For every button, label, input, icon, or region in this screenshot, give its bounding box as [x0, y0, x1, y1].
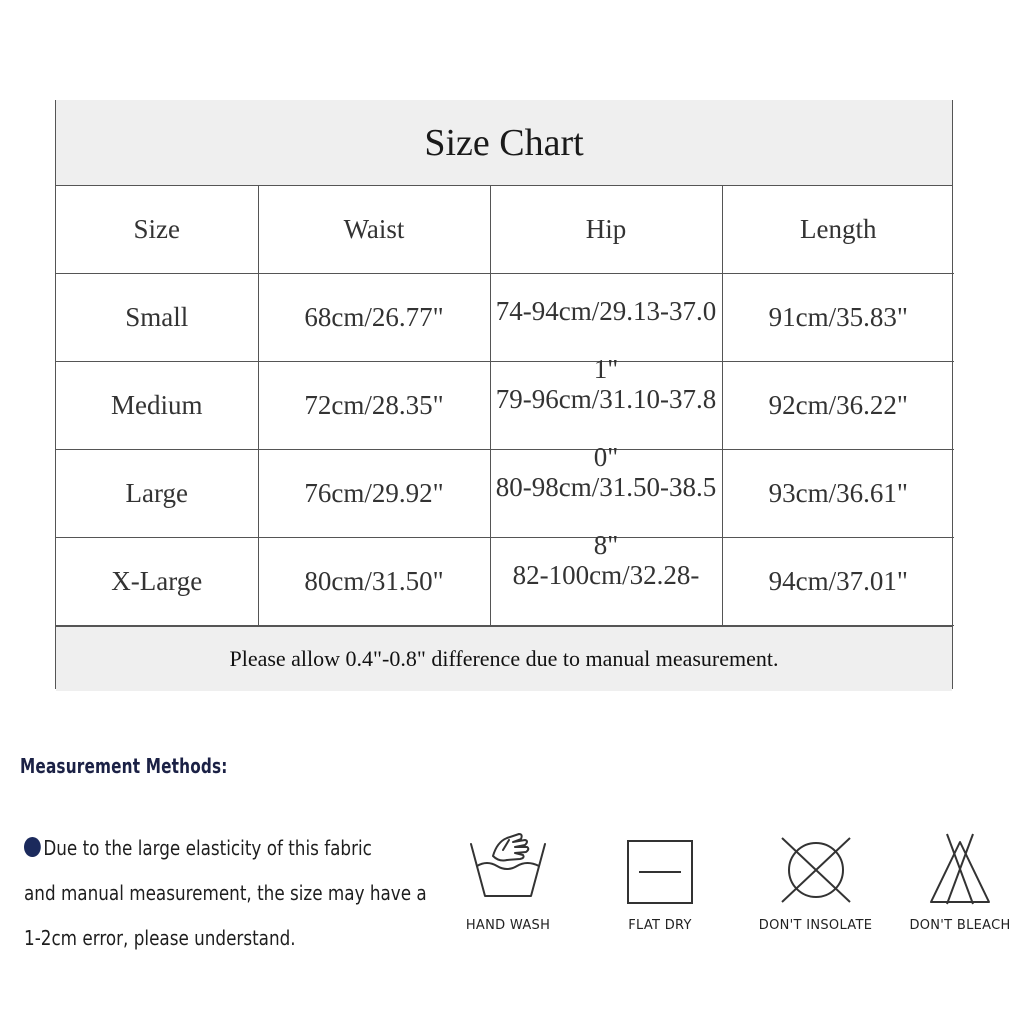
header-waist: Waist	[258, 186, 490, 274]
cell-hip: 74-94cm/29.13-37.01"	[495, 296, 717, 384]
table-row	[56, 362, 954, 450]
cell-length: 93cm/36.61"	[722, 450, 954, 538]
cell-length: 94cm/37.01"	[722, 538, 954, 626]
hand-wash-icon	[463, 830, 553, 906]
cell-size: Medium	[56, 362, 258, 450]
cell-size: Small	[56, 274, 258, 362]
care-dont-bleach	[900, 830, 1020, 933]
cell-hip: 82-100cm/32.28-	[512, 560, 700, 590]
size-table	[56, 186, 954, 626]
header-size: Size	[56, 186, 258, 274]
cell-size: Large	[56, 450, 258, 538]
cell-hip: 80-98cm/31.50-38.58"	[495, 472, 717, 560]
dont-bleach-icon	[925, 830, 995, 906]
measurement-line-text: Due to the large elasticity of this fabric	[43, 836, 372, 860]
cell-hip-wrapper	[490, 538, 722, 626]
flat-dry-icon	[625, 830, 695, 906]
care-flat-dry	[600, 830, 720, 933]
cell-waist: 80cm/31.50"	[258, 538, 490, 626]
cell-waist: 68cm/26.77"	[258, 274, 490, 362]
care-label: DON'T BLEACH	[909, 918, 1011, 933]
care-hand-wash	[448, 830, 568, 933]
size-chart-title: Size Chart	[56, 100, 952, 186]
cell-hip: 79-96cm/31.10-37.80"	[495, 384, 717, 472]
measurement-line	[24, 826, 444, 871]
header-hip: Hip	[490, 186, 722, 274]
measurement-line: and manual measurement, the size may have a	[24, 881, 427, 905]
cell-waist: 76cm/29.92"	[258, 450, 490, 538]
bullet-icon	[24, 837, 41, 857]
cell-hip-wrapper	[490, 362, 722, 472]
care-dont-insolate	[748, 830, 883, 933]
cell-size: X-Large	[56, 538, 258, 626]
measurement-line: 1-2cm error, please understand.	[24, 926, 296, 950]
care-label: DON'T INSOLATE	[758, 918, 873, 933]
measurement-methods-title: Measurement Methods:	[20, 754, 228, 778]
table-row	[56, 450, 954, 538]
size-chart	[55, 100, 953, 689]
measurement-methods-text	[24, 826, 444, 961]
table-header-row	[56, 186, 954, 274]
cell-length: 91cm/35.83"	[722, 274, 954, 362]
measurement-note: Please allow 0.4"-0.8" difference due to manual measurement.	[56, 626, 952, 691]
care-label: HAND WASH	[465, 918, 551, 933]
cell-length: 92cm/36.22"	[722, 362, 954, 450]
table-row	[56, 538, 954, 626]
header-length: Length	[722, 186, 954, 274]
cell-waist: 72cm/28.35"	[258, 362, 490, 450]
dont-insolate-icon	[776, 830, 856, 906]
table-row	[56, 274, 954, 362]
cell-hip-wrapper	[490, 450, 722, 560]
care-label: FLAT DRY	[628, 918, 692, 933]
cell-hip-wrapper	[490, 274, 722, 384]
